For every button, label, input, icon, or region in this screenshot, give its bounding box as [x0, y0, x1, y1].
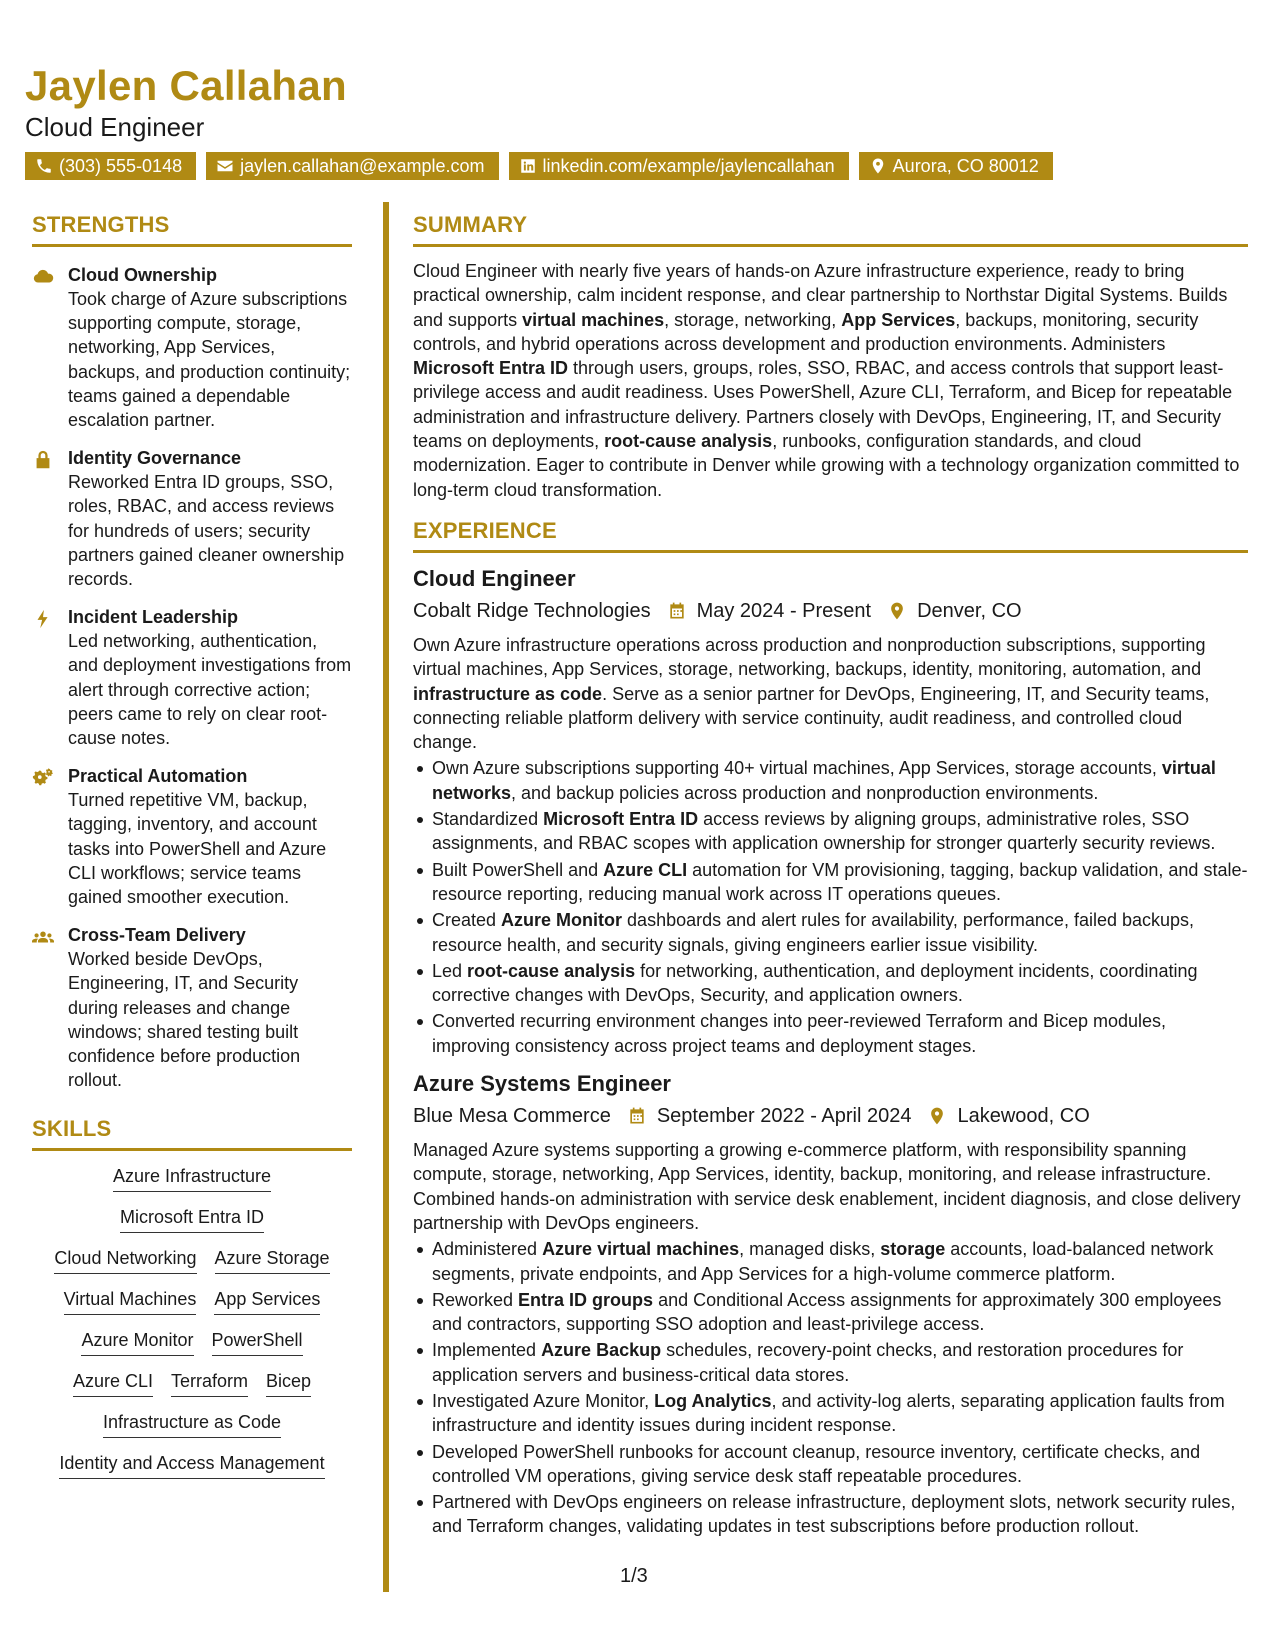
bold-term: infrastructure as code — [413, 683, 603, 704]
bold-term: Azure virtual machines — [542, 1239, 740, 1260]
skill-row — [32, 1205, 352, 1233]
skills-heading: SKILLS — [32, 1116, 352, 1151]
experience-heading: EXPERIENCE — [413, 518, 1248, 553]
bullet-item: Partnered with DevOps engineers on release infrastructure, deployment slots, network security rules, and Terraform changes, validating updates in test subscriptions before production rollout. — [413, 1490, 1248, 1539]
candidate-name: Jaylen Callahan — [25, 62, 347, 109]
skill-row — [32, 1451, 352, 1479]
bold-term: Log Analytics — [654, 1390, 772, 1411]
skill-row — [32, 1246, 352, 1274]
skill-tag: Identity and Access Management — [59, 1451, 324, 1479]
strength-desc: Turned repetitive VM, backup, tagging, inventory, and account tasks into PowerShell and Azure CLI workflows; service teams gained smoother execution. — [68, 790, 327, 908]
contact-linkedin[interactable] — [509, 152, 849, 180]
bullet-item: Developed PowerShell runbooks for account cleanup, resource inventory, certificate checks, and controlled VM operations, giving service desk staff repeatable procedures. — [413, 1440, 1248, 1489]
strength-desc: Took charge of Azure subscriptions supporting compute, storage, networking, App Services, backups, and production continuity; teams gained a dependable escalation partner. — [68, 289, 351, 431]
strength-item — [32, 923, 352, 1092]
strength-title: Cross-Team Delivery — [68, 925, 246, 946]
job-bullets — [413, 756, 1248, 1058]
strength-desc: Led networking, authentication, and deployment investigations from alert through corrective action; peers came to rely on clear root-cause notes. — [68, 631, 352, 749]
strengths-heading: STRENGTHS — [32, 212, 352, 247]
map-pin-icon — [887, 601, 907, 621]
skill-tag: App Services — [214, 1287, 320, 1315]
linkedin-icon — [519, 157, 537, 175]
lock-icon — [32, 449, 54, 471]
contact-email-text: jaylen.callahan@example.com — [240, 156, 485, 176]
job-description: Own Azure infrastructure operations across production and nonproduction subscriptions, supporting virtual machines, App Services, storage, networking, backups, identity, monitoring, automation, and infrastructure as code. Serve as a senior partner for DevOps, Engineering, IT, and Security teams, connecting reliable platform delivery with service continuity, audit readiness, and controlled cloud change. — [413, 634, 1210, 753]
strength-item — [32, 605, 352, 750]
strength-item — [32, 263, 352, 432]
bold-term: root-cause analysis — [604, 431, 773, 452]
skill-tag: Terraform — [171, 1369, 248, 1397]
users-icon — [32, 926, 54, 948]
job-title: Azure Systems Engineer — [413, 1071, 671, 1097]
bold-term: root-cause analysis — [467, 960, 636, 981]
bullet-item: Created Azure Monitor dashboards and alert rules for availability, performance, failed backups, resource health, and security signals, giving engineers earlier issue visibility. — [413, 908, 1248, 957]
skill-row — [32, 1410, 352, 1438]
contact-location — [859, 152, 1053, 180]
skill-tag: PowerShell — [212, 1328, 303, 1356]
gears-icon — [32, 767, 54, 789]
job-company: Blue Mesa Commerce — [413, 1105, 611, 1128]
bolt-icon — [32, 608, 54, 630]
job-description: Managed Azure systems supporting a growing e-commerce platform, with responsibility spanning compute, storage, networking, App Services, identity, backup, monitoring, and release infrastructure. Combined hands-on administration with service desk enablement, incident diagnosis, and close delivery partnership with DevOps engineers. — [413, 1140, 1241, 1233]
job-location: Denver, CO — [917, 599, 1022, 622]
bold-term: storage — [880, 1239, 946, 1260]
contact-phone-text: (303) 555-0148 — [59, 156, 183, 176]
bold-term: Microsoft Entra ID — [413, 358, 569, 379]
skill-row — [32, 1328, 352, 1356]
skill-tag: Cloud Networking — [54, 1246, 196, 1274]
bullet-item: Built PowerShell and Azure CLI automation for VM provisioning, tagging, backup validation, and stale-resource reporting, reducing manual work across IT operations queues. — [413, 858, 1248, 907]
job-dates: May 2024 - Present — [696, 599, 872, 622]
left-column — [32, 212, 352, 1479]
bullet-item: Implemented Azure Backup schedules, recovery-point checks, and restoration procedures for application servers and business-critical data stores. — [413, 1338, 1248, 1387]
summary-heading: SUMMARY — [413, 212, 1248, 247]
job-company: Cobalt Ridge Technologies — [413, 599, 651, 622]
map-pin-icon — [869, 157, 887, 175]
contact-bar — [25, 152, 1053, 180]
contact-location-text: Aurora, CO 80012 — [892, 156, 1039, 176]
job-meta — [413, 597, 1248, 625]
bullet-item: Investigated Azure Monitor, Log Analytics, and activity-log alerts, separating application faults from infrastructure and identity issues during incident response. — [413, 1389, 1248, 1438]
skill-row — [32, 1164, 352, 1192]
skill-row — [32, 1369, 352, 1397]
bold-term: Microsoft Entra ID — [543, 809, 699, 830]
bullet-item: Led root-cause analysis for networking, authentication, and deployment incidents, coordinating corrective changes with DevOps, Security, and application owners. — [413, 959, 1248, 1008]
bold-term: virtual networks — [432, 758, 1216, 803]
skills-list — [32, 1164, 352, 1479]
bold-term: virtual machines — [522, 309, 665, 330]
bullet-item: Administered Azure virtual machines, managed disks, storage accounts, load-balanced network segments, private endpoints, and App Services for a high-volume commerce platform. — [413, 1237, 1248, 1286]
job-entry — [413, 1070, 1248, 1539]
job-meta — [413, 1102, 1248, 1130]
strength-desc: Reworked Entra ID groups, SSO, roles, RBAC, and access reviews for hundreds of users; security partners gained cleaner ownership records. — [68, 472, 345, 590]
job-dates: September 2022 - April 2024 — [656, 1105, 912, 1128]
cloud-icon — [32, 266, 54, 288]
strength-title: Incident Leadership — [68, 607, 239, 628]
skill-tag: Microsoft Entra ID — [120, 1205, 264, 1233]
strength-title: Cloud Ownership — [68, 265, 218, 285]
strength-title: Practical Automation — [68, 766, 248, 787]
phone-icon — [35, 157, 53, 175]
strength-item — [32, 446, 352, 591]
skill-tag: Azure Storage — [215, 1246, 330, 1274]
skill-tag: Bicep — [266, 1369, 311, 1397]
strength-title: Identity Governance — [68, 448, 242, 469]
contact-linkedin-text: linkedin.com/example/jaylencallahan — [542, 156, 835, 176]
job-bullets — [413, 1237, 1248, 1539]
bullet-item: Reworked Entra ID groups and Conditional Access assignments for approximately 300 employees and contractors, supporting SSO adoption and least-privilege access. — [413, 1288, 1248, 1337]
job-location: Lakewood, CO — [957, 1105, 1090, 1128]
skill-tag: Infrastructure as Code — [103, 1410, 281, 1438]
job-title: Cloud Engineer — [413, 565, 576, 591]
bullet-item: Converted recurring environment changes into peer-reviewed Terraform and Bicep modules, improving consistency across project teams and deployment stages. — [413, 1009, 1248, 1058]
skill-tag: Azure Infrastructure — [113, 1164, 271, 1192]
job-entry — [413, 565, 1248, 1058]
strength-desc: Worked beside DevOps, Engineering, IT, and Security during releases and change windows; shared testing built confidence before production rollout. — [68, 949, 301, 1091]
calendar-icon — [667, 601, 687, 621]
bullet-item: Standardized Microsoft Entra ID access reviews by aligning groups, administrative roles, SSO assignments, and RBAC scopes with application ownership for stronger quarterly security reviews. — [413, 807, 1248, 856]
right-column — [413, 212, 1248, 1539]
bold-term: Azure CLI — [603, 859, 688, 880]
bold-term: App Services — [841, 309, 956, 330]
skill-tag: Azure CLI — [73, 1369, 153, 1397]
calendar-icon — [627, 1106, 647, 1126]
map-pin-icon — [927, 1106, 947, 1126]
contact-email[interactable] — [206, 152, 498, 180]
bold-term: Azure Monitor — [501, 910, 623, 931]
page-number: 1/3 — [620, 1565, 648, 1587]
skill-row — [32, 1287, 352, 1315]
summary-text: Cloud Engineer with nearly five years of hands-on Azure infrastructure experience, ready to bring practical ownership, calm incident response, and clear partnership to Northstar Digital Systems. Builds and supports virtual machines, storage, networking, App Services, backups, monitoring, security controls, and hybrid operations across development and production environments. Administers Microsoft Entra ID through users, groups, roles, SSO, RBAC, and access controls that support least-privilege access and audit readiness. Uses PowerShell, Azure CLI, Terraform, and Bicep for repeatable administration and infrastructure delivery. Partners closely with DevOps, Engineering, IT, and Security teams on deployments, root-cause analysis, runbooks, configuration standards, and cloud modernization. Eager to contribute in Denver while growing with a technology organization committed to long-term cloud transformation. — [413, 261, 1240, 500]
envelope-icon — [216, 157, 234, 175]
bold-term: Azure Backup — [541, 1340, 662, 1361]
skill-tag: Azure Monitor — [81, 1328, 193, 1356]
skill-tag: Virtual Machines — [64, 1287, 197, 1315]
column-divider — [383, 202, 389, 1592]
strength-item — [32, 764, 352, 909]
bold-term: Entra ID groups — [518, 1289, 654, 1310]
bullet-item: Own Azure subscriptions supporting 40+ virtual machines, App Services, storage accounts, virtual networks, and backup policies across production and nonproduction environments. — [413, 756, 1248, 805]
candidate-role: Cloud Engineer — [25, 112, 205, 142]
contact-phone[interactable] — [25, 152, 196, 180]
